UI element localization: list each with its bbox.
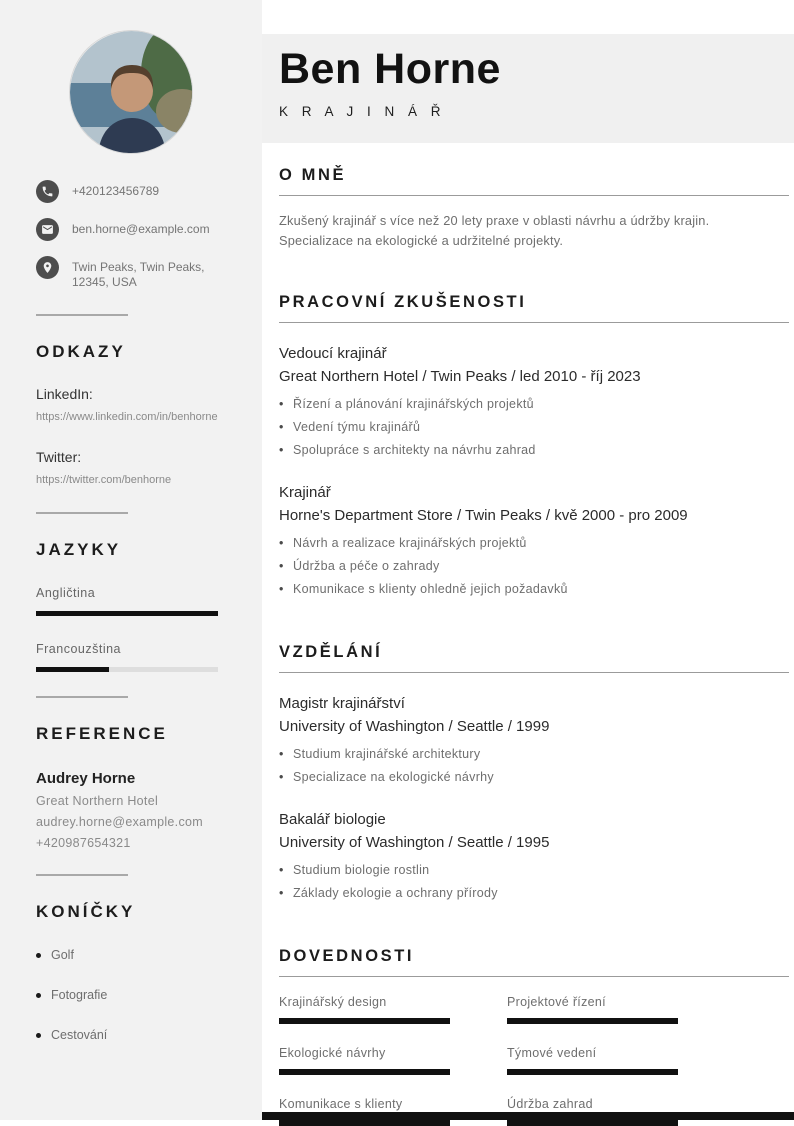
- job-bullet: • Údržba a péče o zahrady: [279, 555, 789, 578]
- sidebar: [0, 0, 262, 1120]
- language-name: Angličtina: [36, 586, 96, 600]
- links-section: [36, 342, 240, 488]
- degree-bullet: • Základy ekologie a ochrany přírody: [279, 882, 789, 905]
- contact-address-row: [36, 256, 242, 290]
- mail-icon: [36, 218, 59, 241]
- hobby-item: [36, 988, 240, 1002]
- header-band: [262, 34, 794, 143]
- skills-section: [279, 947, 789, 1126]
- job-meta: Horne's Department Store / Twin Peaks / kvě 2000 - pro 2009: [279, 507, 688, 524]
- degree-bullets: [279, 743, 789, 789]
- education-entry: [279, 808, 789, 905]
- sidebar-divider: [36, 314, 128, 316]
- reference-name: Audrey Horne: [36, 770, 136, 787]
- experience-title: PRACOVNÍ ZKUŠENOSTI: [279, 293, 789, 323]
- reference-section-title: REFERENCE: [36, 724, 168, 743]
- degree-bullet: • Specializace na ekologické návrhy: [279, 766, 789, 789]
- skill-item: [279, 995, 450, 1024]
- main-body: [262, 166, 794, 1126]
- phone-icon: [36, 180, 59, 203]
- bullet-dot-icon: [36, 1033, 41, 1038]
- degree-title: Magistr krajinářství: [279, 695, 405, 712]
- contact-phone-row: [36, 180, 242, 203]
- skills-title: DOVEDNOSTI: [279, 947, 789, 977]
- sidebar-divider: [36, 874, 128, 876]
- hobby-label: Golf: [51, 948, 74, 962]
- skill-name: Ekologické návrhy: [279, 1046, 386, 1060]
- reference-email: audrey.horne@example.com: [36, 815, 203, 829]
- language-item: [36, 642, 240, 672]
- contact-email-row: [36, 218, 242, 241]
- skill-item: [507, 1046, 678, 1075]
- job-bullets: [279, 532, 789, 601]
- hobbies-section: [36, 902, 240, 1042]
- bullet-dot-icon: [36, 953, 41, 958]
- skill-level-bar: [279, 1069, 450, 1075]
- hobby-label: Fotografie: [51, 988, 108, 1002]
- skill-level-fill: [279, 1120, 450, 1126]
- skill-level-fill: [507, 1018, 678, 1024]
- about-text: Zkušený krajinář s více než 20 lety praxe v oblasti návrhu a údržby krajin. Specializace na ekologické a udržitelné projekty.: [279, 213, 710, 248]
- linkedin-url[interactable]: https://www.linkedin.com/in/benhorne: [36, 411, 218, 423]
- languages-section: [36, 540, 240, 672]
- profile-photo: [69, 30, 193, 154]
- degree-meta: University of Washington / Seattle / 1995: [279, 834, 550, 851]
- contact-phone: +420123456789: [72, 184, 160, 198]
- main-content: [262, 0, 794, 1120]
- skill-name: Komunikace s klienty: [279, 1097, 403, 1111]
- twitter-url[interactable]: https://twitter.com/benhorne: [36, 474, 172, 486]
- sidebar-divider: [36, 696, 128, 698]
- degree-bullet: • Studium biologie rostlin: [279, 859, 789, 882]
- skill-level-fill: [507, 1069, 678, 1075]
- location-pin-icon: [36, 256, 59, 279]
- job-bullet: • Řízení a plánování krajinářských projektů: [279, 393, 789, 416]
- education-entry: [279, 692, 789, 789]
- languages-section-title: JAZYKY: [36, 540, 122, 559]
- education-title: VZDĚLÁNÍ: [279, 643, 789, 673]
- degree-title: Bakalář biologie: [279, 811, 386, 828]
- profile-photo-image: [70, 31, 193, 154]
- language-level-bar: [36, 667, 218, 672]
- experience-entry: [279, 481, 789, 601]
- degree-bullets: [279, 859, 789, 905]
- job-title: Vedoucí krajinář: [279, 345, 387, 362]
- job-title: Krajinář: [279, 484, 331, 501]
- hobbies-section-title: KONÍČKY: [36, 902, 136, 921]
- skill-name: Údržba zahrad: [507, 1097, 593, 1111]
- hobby-item: [36, 1028, 240, 1042]
- skill-name: Týmové vedení: [507, 1046, 597, 1060]
- education-section: [279, 643, 789, 905]
- person-role: K R A J I N Á Ř: [279, 104, 446, 119]
- job-bullets: [279, 393, 789, 462]
- language-name: Francouzština: [36, 642, 122, 656]
- twitter-label: Twitter:: [36, 449, 82, 465]
- language-level-fill: [36, 667, 109, 672]
- experience-entry: [279, 342, 789, 462]
- job-bullet: • Vedení týmu krajinářů: [279, 416, 789, 439]
- person-name: Ben Horne: [279, 45, 501, 93]
- skill-level-bar: [507, 1018, 678, 1024]
- skill-level-fill: [279, 1018, 450, 1024]
- contact-email: ben.horne@example.com: [72, 222, 210, 236]
- degree-bullet: • Studium krajinářské architektury: [279, 743, 789, 766]
- skill-name: Projektové řízení: [507, 995, 606, 1009]
- about-section: [279, 166, 789, 251]
- bullet-dot-icon: [36, 993, 41, 998]
- skill-level-bar: [507, 1120, 678, 1126]
- sidebar-divider: [36, 512, 128, 514]
- skill-item: [279, 1046, 450, 1075]
- experience-section: [279, 293, 789, 601]
- job-bullet: • Komunikace s klienty ohledně jejich požadavků: [279, 578, 789, 601]
- links-section-title: ODKAZY: [36, 342, 126, 361]
- skill-level-bar: [279, 1120, 450, 1126]
- contact-address: Twin Peaks, Twin Peaks, 12345, USA: [72, 260, 205, 289]
- skills-grid: [279, 995, 789, 1126]
- skill-level-bar: [507, 1069, 678, 1075]
- linkedin-label: LinkedIn:: [36, 386, 93, 402]
- skill-level-fill: [507, 1120, 678, 1126]
- reference-phone: +420987654321: [36, 836, 131, 850]
- skill-level-fill: [279, 1069, 450, 1075]
- hobby-item: [36, 948, 240, 962]
- contact-block: [36, 180, 242, 290]
- job-bullet: • Návrh a realizace krajinářských projektů: [279, 532, 789, 555]
- skill-level-bar: [279, 1018, 450, 1024]
- job-meta: Great Northern Hotel / Twin Peaks / led 2010 - říj 2023: [279, 368, 641, 385]
- reference-company: Great Northern Hotel: [36, 794, 159, 808]
- about-title: O MNĚ: [279, 166, 789, 196]
- job-bullet: • Spolupráce s architekty na návrhu zahrad: [279, 439, 789, 462]
- skill-name: Krajinářský design: [279, 995, 387, 1009]
- footer-accent-bar: [262, 1112, 794, 1120]
- language-level-fill: [36, 611, 218, 616]
- degree-meta: University of Washington / Seattle / 1999: [279, 718, 550, 735]
- reference-section: [36, 724, 240, 850]
- hobby-label: Cestování: [51, 1028, 108, 1042]
- skill-item: [507, 995, 678, 1024]
- language-item: [36, 586, 240, 616]
- language-level-bar: [36, 611, 218, 616]
